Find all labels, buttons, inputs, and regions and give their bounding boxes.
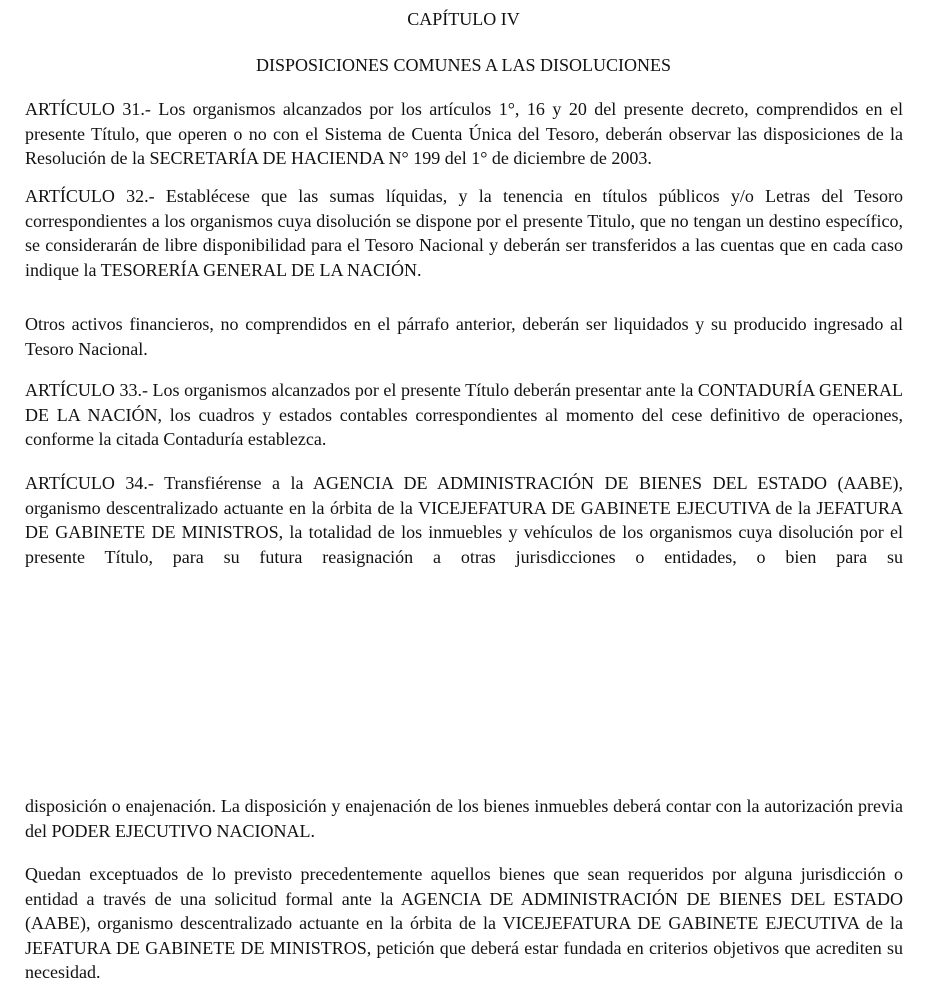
article-34-paragraph-part1: ARTÍCULO 34.- Transfiérense a la AGENCIA DE ADMINISTRACIÓN DE BIENES DEL ESTADO (AABE), organismo descentralizado actuante en la órbita de la VICEJEFATURA DE GABINETE EJECUTIVA de la JEFATURA DE GABINETE DE MINISTROS, la totalidad de los inmuebles y vehículos de los organismos cuya disolución por el presente Título, para su futura reasignación a otras jurisdicciones o entidades, o bien para su bbox=[25, 473, 903, 567]
article-34-paragraph-part2: disposición o enajenación. La disposición y enajenación de los bienes inmuebles deberá contar con la autorización previa del PODER EJECUTIVO NACIONAL. bbox=[25, 796, 903, 841]
chapter-title: CAPÍTULO IV bbox=[407, 9, 520, 29]
article-34-second-paragraph: Quedan exceptuados de lo previsto precedentemente aquellos bienes que sean requeridos por alguna jurisdicción o entidad a través de una solicitud formal ante la AGENCIA DE ADMINISTRACIÓN DE BIENES DEL ESTADO (AABE), organismo descentralizado actuante en la órbita de la VICEJEFATURA DE GABINETE EJECUTIVA de la JEFATURA DE GABINETE DE MINISTROS, petición que deberá estar fundada en criterios objetivos que acrediten su necesidad. bbox=[25, 864, 903, 982]
chapter-subtitle: DISPOSICIONES COMUNES A LAS DISOLUCIONES bbox=[255, 55, 672, 75]
article-32-second-paragraph: Otros activos financieros, no comprendidos en el párrafo anterior, deberán ser liquidados y su producido ingresado al Tesoro Nacional. bbox=[25, 314, 903, 359]
article-31-paragraph: ARTÍCULO 31.- Los organismos alcanzados por los artículos 1°, 16 y 20 del presente decreto, comprendidos en el presente Título, que operen o no con el Sistema de Cuenta Única del Tesoro, deberán observar las disposiciones de la Resolución de la SECRETARÍA DE HACIENDA N° 199 del 1° de diciembre de 2003. bbox=[25, 99, 903, 168]
article-32-paragraph: ARTÍCULO 32.- Establécese que las sumas líquidas, y la tenencia en títulos públicos y/o Letras del Tesoro correspondientes a los organismos cuya disolución se dispone por el presente Titulo, que no tengan un destino específico, se considerarán de libre disponibilidad para el Tesoro Nacional y deberán ser transferidos a las cuentas que en cada caso indique la TESORERÍA GENERAL DE LA NACIÓN. bbox=[25, 186, 903, 280]
article-33-paragraph: ARTÍCULO 33.- Los organismos alcanzados por el presente Título deberán presentar ante la CONTADURÍA GENERAL DE LA NACIÓN, los cuadros y estados contables correspondientes al momento del cese definitivo de operaciones, conforme la citada Contaduría establezca. bbox=[25, 380, 903, 449]
